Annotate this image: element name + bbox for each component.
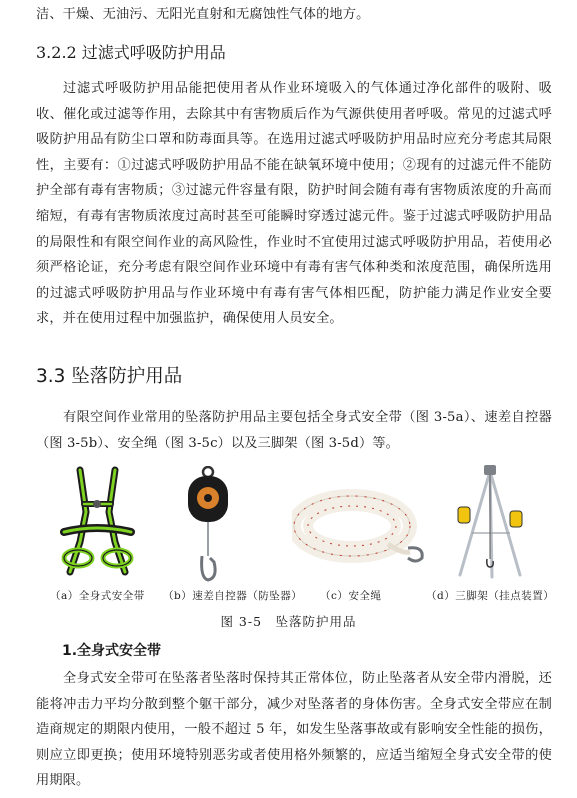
subsection-1-paragraph: 全身式安全带可在坠落者坠落时保持其正常体位，防止坠落者从安全带内滑脱，还能将冲击力平均分散到整个躯干部分，减少对坠落者的身体伤害。全身式安全带应在制造商规定的期限内使用，一般不超过 5 年，如发生坠落事故或有影响安全性能的损伤，则应立即更换；使用环境特别恶劣或者使用格外频繁的，应适当缩短全身式安全带的使用期限。 xyxy=(36,671,552,789)
caption-a: （a）全身式安全带 xyxy=(50,590,145,602)
section-3-2-2-heading: 3.2.2 过滤式呼吸防护用品 xyxy=(36,43,226,62)
caption-b: （b）速差自控器（防坠器） xyxy=(163,590,303,602)
caption-d: （d）三脚架（挂点装置） xyxy=(426,590,555,602)
caption-c: （c）安全绳 xyxy=(320,590,382,602)
self-retracting-lifeline-image xyxy=(178,466,238,584)
safety-rope-image xyxy=(292,488,428,572)
section-3-3-heading: 3.3 坠落防护用品 xyxy=(36,366,183,387)
tripod-image xyxy=(450,463,530,581)
subsection-1-heading: 1.全身式安全带 xyxy=(62,643,162,659)
section-3-2-2-paragraph: 过滤式呼吸防护用品能把使用者从作业环境吸入的气体通过净化部件的吸附、吸收、催化或过滤等作用，去除其中有害物质后作为气源供使用者呼吸。常见的过滤式呼吸防护用品有防尘口罩和防毒面具等。在选用过滤式呼吸防护用品时应充分考虑其局限性，主要有：①过滤式呼吸防护用品不能在缺氧环境中使用；②现有的过滤元件不能防护全部有毒有害物质；③过滤元件容量有限，防护时间会随有毒有害物质浓度的升高而缩短，有毒有害物质浓度过高时甚至可能瞬时穿透过滤元件。鉴于过滤式呼吸防护用品的局限性和有限空间作业的高风险性，作业时不宜使用过滤式呼吸防护用品，若使用必须严格论证，充分考虑有限空间作业环境中有毒有害气体种类和浓度范围，确保所选用的过滤式呼吸防护用品与作业环境中有毒有害气体相匹配，防护能力满足作业安全要求，并在使用过程中加强监护，确保使用人员安全。 xyxy=(36,81,552,327)
full-body-harness-image xyxy=(50,462,145,580)
section-3-3-paragraph: 有限空间作业常用的坠落防护用品主要包括全身式安全带（图 3-5a）、速差自控器（图 3-5b）、安全绳（图 3-5c）以及三脚架（图 3-5d）等。 xyxy=(36,410,552,451)
figure-title: 图 3-5 坠落防护用品 xyxy=(220,614,357,629)
top-line-text: 洁、干燥、无油污、无阳光直射和无腐蚀性气体的地方。 xyxy=(36,7,370,22)
